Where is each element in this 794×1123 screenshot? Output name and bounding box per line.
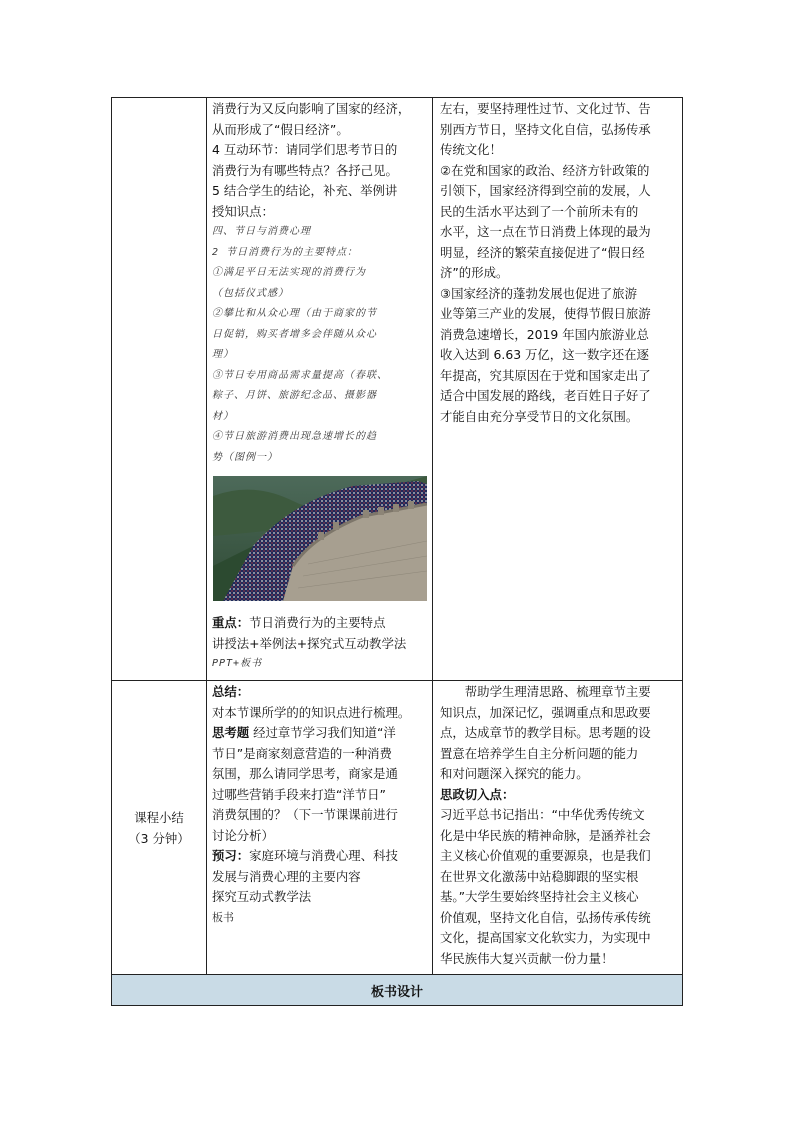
content-line: 从而形成了“假日经济”。	[212, 121, 349, 137]
content-line: 消费行为又反向影响了国家的经济，	[212, 101, 411, 116]
think-question-line: 消费氛围的？（下一节课课前进行	[212, 807, 398, 822]
intent-line: 水平，这一点在节日消费上体现的最为	[440, 224, 651, 239]
summary-label: 总结：	[212, 684, 250, 699]
summary-intent-cell	[433, 681, 683, 974]
intent-line: 左右，要坚持理性过节、文化过节、告	[440, 101, 651, 116]
content-line: 5 结合学生的结论，补充、举例讲	[212, 183, 398, 198]
intent-line: ③国家经济的蓬勃发展也促进了旅游	[440, 285, 637, 301]
ideology-line: 习近平总书记指出：“中华优秀传统文	[440, 807, 645, 822]
think-question-label: 思考题	[212, 725, 250, 740]
handwritten-note: 势（图例一）	[212, 451, 278, 463]
summary-content-cell	[207, 681, 433, 974]
handwritten-note: ①满足平日无法实现的消费行为	[212, 267, 366, 278]
intent-line: 消费急速增长，2019 年国内旅游业总	[440, 326, 649, 342]
ideology-line: 在世界文化激荡中站稳脚跟的坚实根	[440, 868, 639, 884]
ideology-line: 华民族伟大复兴贡献一份力量！	[440, 950, 614, 966]
think-question-line	[212, 723, 428, 744]
course-summary-label: 课程小结	[134, 809, 184, 825]
table-row-teaching-process	[112, 98, 683, 681]
handwritten-note: 粽子、月饼、旅游纪念品、摄影器	[212, 390, 377, 401]
course-summary-label-cell	[112, 681, 207, 974]
handwritten-note: 日促销，购买者增多会伴随从众心	[212, 328, 377, 340]
intent-line: 点，达成章节的教学目标。思考题的设	[440, 725, 651, 740]
intent-line: 传统文化！	[440, 142, 502, 157]
teaching-method: 讲授法+举例法+探究式互动教学法	[212, 635, 407, 651]
summary-board: 板书	[212, 910, 234, 924]
key-point-text: 节日消费行为的主要特点	[249, 615, 386, 630]
teaching-content-cell	[207, 98, 433, 680]
intent-line: 帮助学生理清思路、梳理章节主要	[464, 684, 651, 699]
ideology-line: 基。”大学生要始终坚持社会主义核心	[440, 889, 639, 904]
ideology-line: 价值观，坚持文化自信，弘扬传承传统	[440, 909, 651, 925]
think-question-text: 经过章节学习我们知道“洋	[249, 725, 396, 740]
intent-line: 和对问题深入探究的能力。	[440, 766, 589, 781]
preview-line: 发展与消费心理的主要内容	[212, 868, 361, 884]
handwritten-note: 2 节日消费行为的主要特点：	[212, 246, 359, 258]
summary-text: 对本节课所学的的知识点进行梳理。	[212, 704, 411, 720]
handwritten-note: ②攀比和从众心理（由于商家的节	[212, 308, 377, 319]
intent-line: ②在党和国家的政治、经济方针政策的	[440, 162, 650, 178]
lesson-plan-table	[111, 97, 683, 1006]
think-question-line: 氛围，那么请同学思考，商家是通	[212, 766, 398, 781]
ideology-line: 主义核心价值观的重要源泉，也是我们	[440, 848, 651, 863]
key-point	[212, 613, 428, 634]
intent-line: 收入达到 6.63 万亿，这一数字还在逐	[440, 347, 649, 362]
intent-line: 济”的形成。	[440, 265, 509, 280]
row-label-cell-empty	[112, 98, 207, 680]
preview-label: 预习：	[212, 848, 250, 863]
intent-line: 置意在培养学生自主分析问题的能力	[440, 745, 639, 761]
think-question-line: 过哪些营销手段来打造“洋节日”	[212, 786, 386, 802]
intent-line: 别西方节日，坚持文化自信，弘扬传承	[440, 121, 651, 137]
great-wall-crowd-image	[213, 476, 427, 601]
intent-line: 知识点，加深记忆，强调重点和思政要	[440, 704, 651, 720]
handwritten-note: 材）	[212, 410, 234, 422]
great-wall-crowd-photo	[213, 476, 427, 601]
intent-line: 民的生活水平达到了一个前所未有的	[440, 203, 639, 219]
intent-line: 引领下，国家经济得到空前的发展，人	[440, 183, 651, 198]
content-line: 4 互动环节：请同学们思考节日的	[212, 142, 398, 157]
intent-line: 适合中国发展的路线，老百姓日子好了	[440, 388, 651, 403]
teaching-tools: PPT+板书	[212, 658, 263, 669]
board-design-header	[112, 975, 683, 1006]
ideology-line: 文化，提高国家文化软实力，为实现中	[440, 930, 651, 945]
summary-method: 探究互动式教学法	[212, 889, 312, 904]
content-line: 授知识点：	[212, 203, 274, 219]
preview-text: 家庭环境与消费心理、科技	[249, 848, 398, 863]
think-question-line: 讨论分析）	[212, 827, 274, 843]
intent-line: 业等第三产业的发展，使得节假日旅游	[440, 306, 651, 321]
handwritten-note: 四、节日与消费心理	[212, 226, 311, 237]
design-intent-cell	[433, 98, 683, 680]
handwritten-note: ④节日旅游消费出现急速增长的趋	[212, 431, 377, 442]
handwritten-note: ③节日专用商品需求量提高（春联、	[212, 369, 388, 381]
handwritten-note: （包括仪式感）	[212, 287, 289, 299]
course-summary-duration: （3 分钟）	[128, 830, 190, 846]
table-row-course-summary	[112, 681, 683, 975]
ideology-label: 思政切入点：	[440, 786, 515, 802]
board-design-title: 板书设计	[370, 984, 423, 1000]
intent-line: 年提高，究其原因在于党和国家走出了	[440, 367, 651, 383]
preview-line	[212, 846, 428, 867]
ideology-line: 化是中华民族的精神命脉，是涵养社会	[440, 827, 651, 843]
intent-line: 才能自由充分享受节日的文化氛围。	[440, 408, 639, 424]
content-line: 消费行为有哪些特点？各抒己见。	[212, 162, 398, 178]
key-point-label: 重点：	[212, 615, 250, 630]
think-question-line: 节日”是商家刻意营造的一种消费	[212, 745, 392, 761]
intent-line: 明显，经济的繁荣直接促进了“假日经	[440, 244, 645, 260]
handwritten-note: 理）	[212, 349, 234, 360]
